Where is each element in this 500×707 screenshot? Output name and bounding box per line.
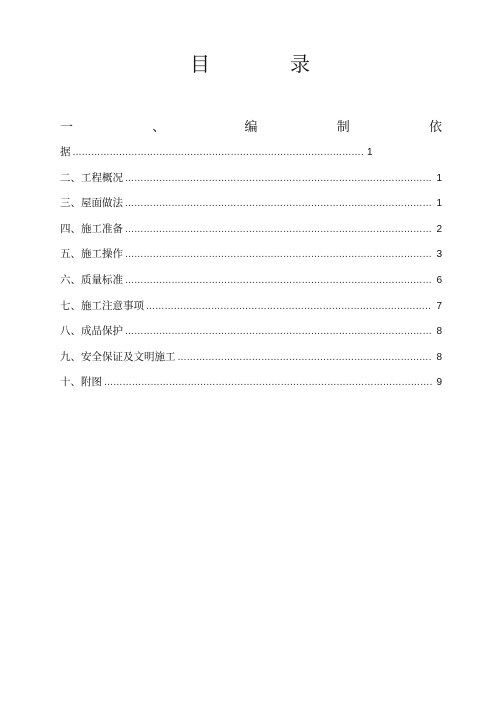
toc-leader-dots — [125, 269, 432, 295]
toc-entry-page: 7 — [436, 300, 442, 312]
toc-entry[interactable] — [60, 319, 442, 345]
toc-entry-1-char: 、 — [152, 120, 166, 135]
toc-entry-label: 七、施工注意事项 — [60, 299, 144, 312]
toc-entry[interactable] — [60, 191, 442, 217]
toc-entry-page: 3 — [436, 249, 442, 261]
toc-entry[interactable] — [60, 242, 442, 268]
toc-leader-dots — [178, 346, 433, 372]
toc-entry-1-char: 制 — [336, 120, 350, 135]
toc-entry-page: 8 — [436, 351, 442, 363]
toc-entry-1-char: 依 — [428, 120, 442, 135]
toc-entry-1-char: 一 — [60, 120, 74, 135]
toc-entry-label: 十、附图 — [60, 376, 102, 389]
toc-entry-page: 6 — [436, 274, 442, 286]
toc-entry-1-line-2[interactable] — [60, 140, 442, 166]
toc-leader-dots — [73, 141, 363, 167]
toc-entry-page: 1 — [366, 147, 373, 158]
toc-entry[interactable] — [60, 217, 442, 243]
toc-entry-label: 五、施工操作 — [60, 248, 123, 261]
toc-entry-label: 八、成品保护 — [60, 325, 123, 338]
toc-leader-dots — [125, 192, 432, 218]
toc-entry-page: 8 — [436, 326, 442, 338]
toc-entry-label: 三、屋面做法 — [60, 197, 123, 210]
toc-entry[interactable] — [60, 345, 442, 371]
toc-entry-page: 1 — [436, 198, 442, 210]
toc-entry-1-char: 编 — [244, 120, 258, 135]
toc-entry-label: 六、质量标准 — [60, 273, 123, 286]
page-title: 目 录 — [190, 52, 340, 76]
toc-leader-dots — [125, 218, 432, 244]
toc-leader-dots — [146, 295, 432, 321]
table-of-contents — [60, 116, 442, 396]
toc-leader-dots — [125, 320, 432, 346]
toc-entry-page: 2 — [436, 223, 442, 235]
toc-entry-label: 四、施工准备 — [60, 222, 123, 235]
toc-entry[interactable] — [60, 294, 442, 320]
toc-entry-page: 1 — [436, 172, 442, 184]
toc-entry-label: 二、工程概况 — [60, 171, 123, 184]
toc-entry-page: 9 — [436, 377, 442, 389]
toc-leader-dots — [125, 243, 432, 269]
toc-entry[interactable] — [60, 370, 442, 396]
toc-leader-dots — [104, 371, 432, 397]
toc-leader-dots — [125, 167, 432, 193]
toc-entry-label: 据 — [60, 146, 71, 158]
toc-entry-1-line-1[interactable] — [60, 116, 442, 140]
toc-entry[interactable] — [60, 268, 442, 294]
toc-entry-label: 九、安全保证及文明施工 — [60, 350, 176, 363]
toc-entry[interactable] — [60, 166, 442, 192]
